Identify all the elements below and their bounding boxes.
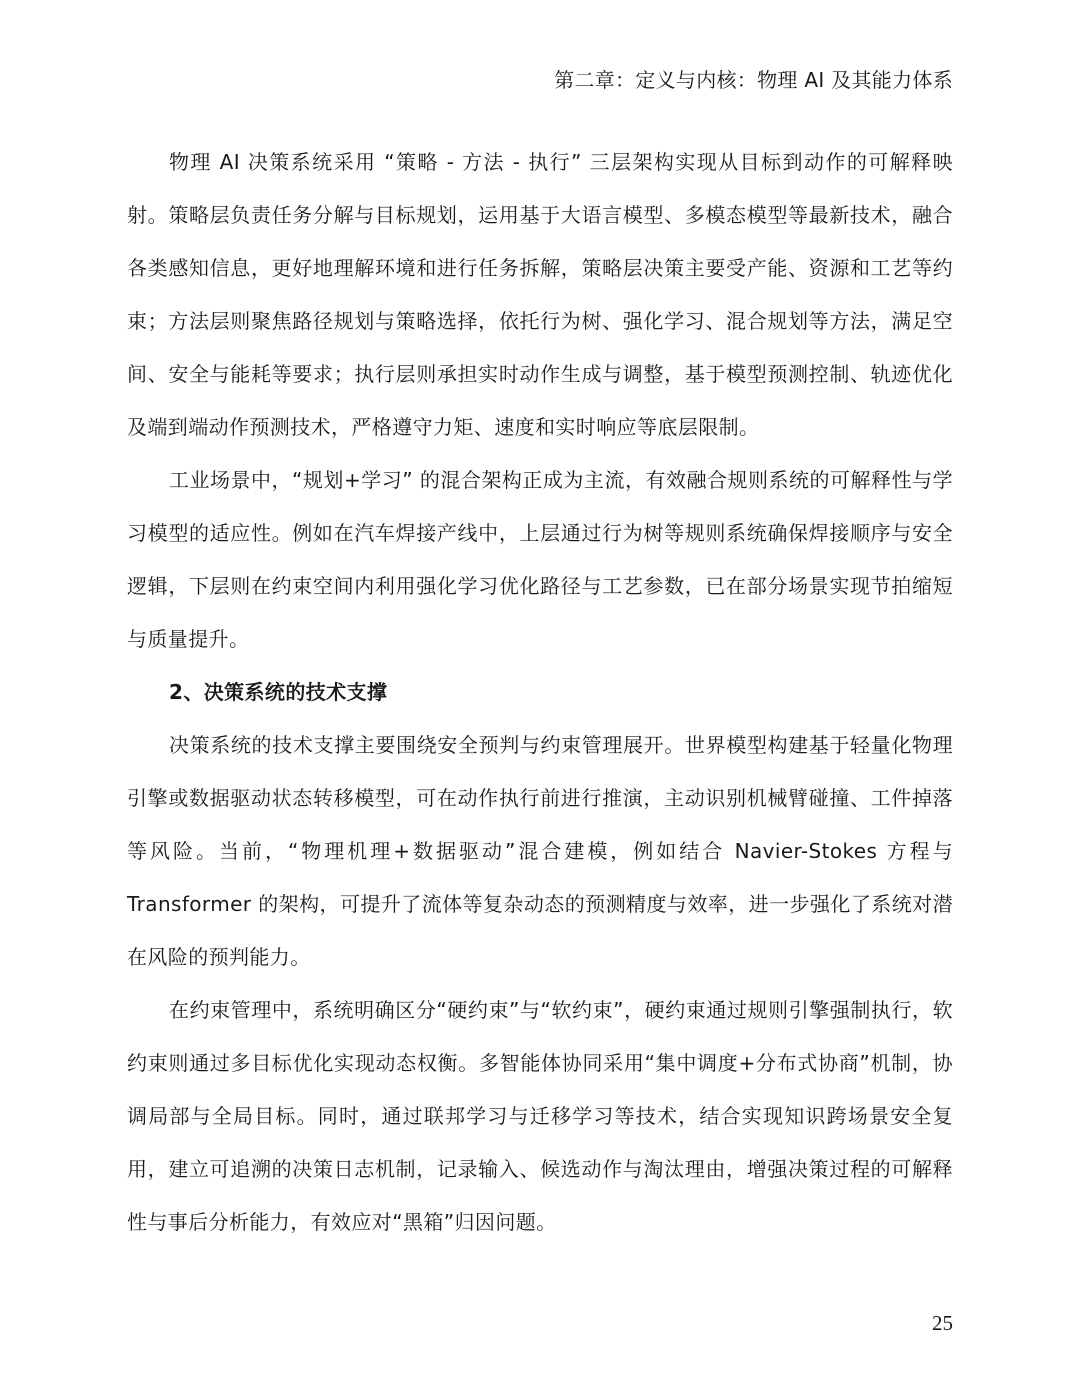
paragraph-hybrid-architecture: 工业场景中，“规划+学习” 的混合架构正成为主流，有效融合规则系统的可解释性与学习模型的适应性。例如在汽车焊接产线中，上层通过行为树等规则系统确保焊接顺序与安全逻辑，下层则在约束空间内利用强化学习优化路径与工艺参数，已在部分场景实现节拍缩短与质量提升。 bbox=[127, 468, 953, 651]
body-text bbox=[127, 136, 953, 1249]
paragraph-three-layer-architecture: 物理 AI 决策系统采用 “策略 - 方法 - 执行” 三层架构实现从目标到动作的可解释映射。策略层负责任务分解与目标规划，运用基于大语言模型、多模态模型等最新技术，融合各类感知信息，更好地理解环境和进行任务拆解，策略层决策主要受产能、资源和工艺等约束；方法层则聚焦路径规划与策略选择，依托行为树、强化学习、混合规划等方法，满足空间、安全与能耗等要求；执行层则承担实时动作生成与调整，基于模型预测控制、轨迹优化及端到端动作预测技术，严格遵守力矩、速度和实时响应等底层限制。 bbox=[127, 150, 953, 439]
paragraph-technical-support: 决策系统的技术支撑主要围绕安全预判与约束管理展开。世界模型构建基于轻量化物理引擎或数据驱动状态转移模型，可在动作执行前进行推演，主动识别机械臂碰撞、工件掉落等风险。当前，“物理机理+数据驱动”混合建模，例如结合 Navier-Stokes 方程与 Transformer 的架构，可提升了流体等复杂动态的预测精度与效率，进一步强化了系统对潜在风险的预判能力。 bbox=[127, 733, 953, 969]
running-header: 第二章：定义与内核：物理 AI 及其能力体系 bbox=[554, 68, 953, 92]
paragraph-constraint-management: 在约束管理中，系统明确区分“硬约束”与“软约束”，硬约束通过规则引擎强制执行，软约束则通过多目标优化实现动态权衡。多智能体协同采用“集中调度+分布式协商”机制，协调局部与全局目标。同时，通过联邦学习与迁移学习等技术，结合实现知识跨场景安全复用，建立可追溯的决策日志机制，记录输入、候选动作与淘汰理由，增强决策过程的可解释性与事后分析能力，有效应对“黑箱”归因问题。 bbox=[127, 998, 953, 1234]
page-number: 25 bbox=[932, 1311, 953, 1335]
section-heading: 2、决策系统的技术支撑 bbox=[169, 680, 388, 704]
